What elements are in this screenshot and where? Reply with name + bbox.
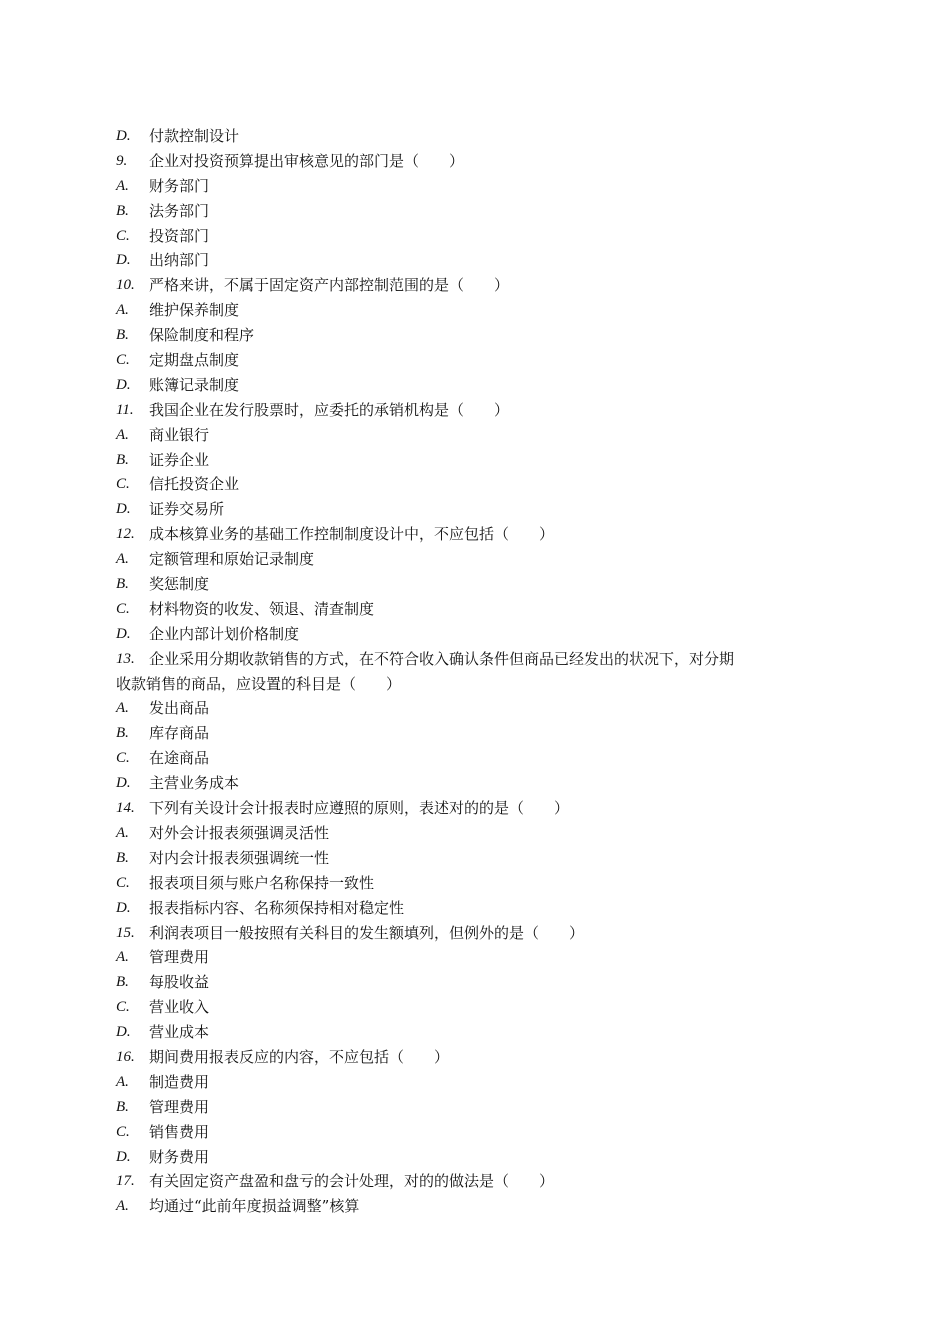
option-line: [116, 1020, 816, 1045]
option-text: 付款控制设计: [149, 127, 240, 145]
option-letter: A.: [116, 177, 129, 194]
option-line: [116, 771, 816, 796]
question-line: [116, 1169, 816, 1194]
option-text: 企业内部计划价格制度: [149, 624, 300, 643]
option-line: [116, 696, 816, 721]
question-text: 我国企业在发行股票时，应委托的承销机构是（ ）: [149, 400, 510, 419]
option-line: [116, 448, 816, 473]
option-text: 财务费用: [149, 1147, 210, 1166]
option-letter: D.: [116, 775, 131, 792]
option-letter: D.: [116, 625, 131, 642]
question-line: [116, 273, 816, 298]
option-letter: B.: [116, 576, 129, 593]
question-text: 期间费用报表反应的内容，不应包括（ ）: [149, 1047, 450, 1066]
option-text: 材料物资的收发、领退、清查制度: [149, 599, 375, 618]
option-line: [116, 199, 816, 224]
option-letter: C.: [116, 874, 130, 891]
question-line: [116, 398, 816, 423]
option-letter: B.: [116, 849, 129, 866]
option-text: 报表指标内容、名称须保持相对稳定性: [149, 898, 405, 917]
option-line: [116, 224, 816, 249]
question-number: 11.: [116, 401, 134, 418]
option-text: 保险制度和程序: [149, 326, 255, 345]
option-letter: B.: [116, 327, 129, 344]
option-text: 信托投资企业: [149, 475, 240, 494]
option-line: [116, 622, 816, 647]
option-letter: A.: [116, 949, 129, 966]
option-text: 定期盘点制度: [149, 351, 240, 370]
option-line: [116, 547, 816, 572]
option-letter: C.: [116, 227, 130, 244]
option-letter: D.: [116, 376, 131, 393]
question-number: 16.: [116, 1048, 135, 1065]
option-text: 均通过“此前年度损益调整”核算: [149, 1197, 360, 1216]
option-letter: B.: [116, 725, 129, 742]
option-line: [116, 871, 816, 896]
option-text: 证券企业: [149, 450, 210, 469]
option-text: 主营业务成本: [149, 774, 240, 793]
option-line: [116, 373, 816, 398]
option-letter: A.: [116, 1198, 129, 1215]
option-line: [116, 323, 816, 348]
question-line: [116, 796, 816, 821]
option-text: 维护保养制度: [149, 301, 240, 320]
option-line: [116, 746, 816, 771]
option-line: [116, 1070, 816, 1095]
option-line: [116, 348, 816, 373]
option-text: 制造费用: [149, 1072, 210, 1091]
option-text: 账簿记录制度: [149, 375, 240, 394]
option-text: 营业收入: [149, 998, 210, 1017]
option-text: 管理费用: [149, 1097, 210, 1116]
option-text: 管理费用: [149, 948, 210, 967]
option-text: 对外会计报表须强调灵活性: [149, 823, 330, 842]
option-letter: C.: [116, 352, 130, 369]
option-line: [116, 1095, 816, 1120]
option-line: [116, 846, 816, 871]
option-text: 营业成本: [149, 1023, 210, 1042]
option-letter: A.: [116, 551, 129, 568]
option-text: 定额管理和原始记录制度: [149, 550, 315, 569]
option-line: [116, 597, 816, 622]
option-text: 库存商品: [149, 724, 210, 743]
option-letter: A.: [116, 426, 129, 443]
question-number: 9.: [116, 152, 128, 169]
option-letter: A.: [116, 700, 129, 717]
option-letter: C.: [116, 750, 130, 767]
option-line: [116, 572, 816, 597]
option-letter: B.: [116, 1098, 129, 1115]
option-line: [116, 497, 816, 522]
option-letter: C.: [116, 999, 130, 1016]
option-letter: A.: [116, 824, 129, 841]
option-line: [116, 1194, 816, 1219]
question-line: [116, 921, 816, 946]
option-line: [116, 1120, 816, 1145]
option-text: 财务部门: [149, 176, 210, 195]
option-letter: B.: [116, 974, 129, 991]
option-letter: C.: [116, 600, 130, 617]
question-text: 企业对投资预算提出审核意见的部门是（ ）: [149, 151, 465, 170]
option-letter: B.: [116, 202, 129, 219]
option-text: 投资部门: [149, 226, 210, 245]
question-text-continued: 收款销售的商品，应设置的科目是（ ）: [116, 674, 402, 693]
option-line: [116, 821, 816, 846]
option-text: 销售费用: [149, 1122, 210, 1141]
question-line: [116, 522, 816, 547]
option-line: [116, 970, 816, 995]
option-line: [116, 896, 816, 921]
question-number: 14.: [116, 800, 135, 817]
option-line: [116, 423, 816, 448]
option-letter: D.: [116, 501, 131, 518]
question-line: [116, 647, 816, 672]
option-letter: A.: [116, 1073, 129, 1090]
question-text: 有关固定资产盘盈和盘亏的会计处理，对的的做法是（ ）: [149, 1172, 555, 1191]
option-text: 报表项目须与账户名称保持一致性: [149, 873, 375, 892]
question-number: 17.: [116, 1173, 135, 1190]
option-line: [116, 472, 816, 497]
option-text: 奖惩制度: [149, 575, 210, 594]
question-text: 下列有关设计会计报表时应遵照的原则，表述对的的是（ ）: [149, 799, 570, 818]
option-line: [116, 124, 816, 149]
question-number: 15.: [116, 924, 135, 941]
option-line: [116, 298, 816, 323]
question-number: 12.: [116, 526, 135, 543]
question-line: [116, 1045, 816, 1070]
option-text: 对内会计报表须强调统一性: [149, 848, 330, 867]
question-text: 利润表项目一般按照有关科目的发生额填列，但例外的是（ ）: [149, 923, 585, 942]
option-text: 证券交易所: [149, 500, 225, 519]
option-letter: A.: [116, 302, 129, 319]
question-list: [116, 124, 816, 1219]
option-letter: B.: [116, 451, 129, 468]
option-letter: D.: [116, 899, 131, 916]
option-line: [116, 945, 816, 970]
question-text: 严格来讲，不属于固定资产内部控制范围的是（ ）: [149, 276, 510, 295]
option-line: [116, 248, 816, 273]
question-number: 13.: [116, 650, 135, 667]
question-text: 成本核算业务的基础工作控制制度设计中，不应包括（ ）: [149, 525, 555, 544]
option-letter: C.: [116, 1123, 130, 1140]
option-letter: D.: [116, 1148, 131, 1165]
option-text: 在途商品: [149, 749, 210, 768]
option-line: [116, 721, 816, 746]
continuation-line: [116, 672, 816, 697]
option-line: [116, 995, 816, 1020]
option-text: 每股收益: [149, 973, 210, 992]
question-number: 10.: [116, 277, 135, 294]
option-text: 商业银行: [149, 425, 210, 444]
question-text: 企业采用分期收款销售的方式，在不符合收入确认条件但商品已经发出的状况下，对分期: [149, 649, 735, 668]
option-line: [116, 1145, 816, 1170]
question-line: [116, 149, 816, 174]
option-letter: C.: [116, 476, 130, 493]
option-line: [116, 174, 816, 199]
option-letter: D.: [116, 128, 131, 144]
option-text: 法务部门: [149, 201, 210, 220]
option-text: 出纳部门: [149, 251, 210, 270]
option-letter: D.: [116, 1024, 131, 1041]
option-text: 发出商品: [149, 699, 210, 718]
option-letter: D.: [116, 252, 131, 269]
